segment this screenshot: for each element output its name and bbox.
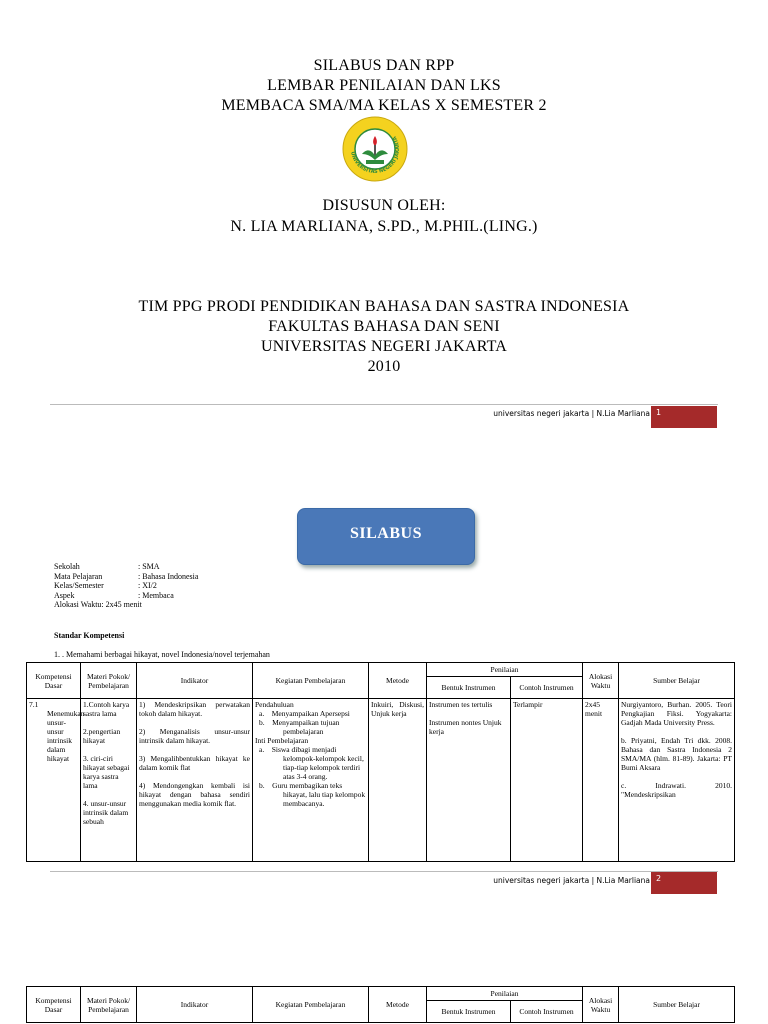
- header-bentuk: Bentuk Instrumen: [427, 1001, 511, 1023]
- info-label: Sekolah: [54, 562, 80, 571]
- cell-alokasi: 2x45 menit: [583, 699, 619, 862]
- header-penilaian: Penilaian: [427, 663, 583, 677]
- standar-kompetensi-label: Standar Kompetensi: [54, 631, 125, 640]
- page-number: 2: [656, 874, 662, 883]
- kegiatan-section: Inti Pembelajaran: [255, 736, 309, 745]
- silabus-table: [26, 662, 735, 862]
- kd-text: Menemukan unsur-unsur intrinsik dalam hikayat: [47, 709, 85, 763]
- materi-item: 3. ciri-ciri hikayat sebagai karya sastra lama: [83, 754, 130, 790]
- header-penilaian: Penilaian: [427, 987, 583, 1001]
- header-metode: Metode: [369, 663, 427, 699]
- header-indikator: Indikator: [137, 663, 253, 699]
- kd-number: 7.1: [29, 700, 39, 709]
- kegiatan-step: Menyampaikan tujuan pembelajaran: [272, 718, 340, 736]
- header-metode: Metode: [369, 987, 427, 1023]
- footer-text: universitas negeri jakarta | N.Lia Marliana: [493, 876, 650, 885]
- indikator-item: 3) Mengalihbentukkan hikayat ke dalam komik flat: [139, 754, 250, 772]
- info-label: Kelas/Semester: [54, 581, 104, 590]
- cell-kegiatan: Pendahuluan a. Menyampaikan Apersepsi b. Menyampaikan tujuan pembelajaran Inti Pembelajaran a. Siswa dibagi menjadi kelompok-kelompok kecil, tiap-tiap kelompok terdiri atas 3-4 orang. b. Guru membagikan teks hikayat, lalu tiap kelompok membacanya.: [253, 699, 369, 862]
- info-value: : Bahasa Indonesia: [138, 571, 199, 581]
- institution-year: 2010: [367, 358, 401, 375]
- standar-kompetensi-item: 1. . Memahami berbagai hikayat, novel Indonesia/novel terjemahan: [54, 650, 270, 659]
- materi-item: 2.pengertian hikayat: [83, 727, 121, 745]
- cell-metode: Inkuiri, Diskusi, Unjuk kerja: [369, 699, 427, 862]
- materi-item: 4. unsur-unsur intrinsik dalam sebuah: [83, 799, 129, 826]
- header-bentuk: Bentuk Instrumen: [427, 677, 511, 699]
- header-kompetensi-dasar: Kompetensi Dasar: [27, 987, 81, 1023]
- cell-bentuk: [427, 699, 511, 862]
- info-value: : Membaca: [138, 590, 174, 600]
- header-kegiatan: Kegiatan Pembelajaran: [253, 987, 369, 1023]
- silabus-table-continued: [26, 986, 735, 1023]
- info-value: : XI/2: [138, 581, 157, 590]
- kegiatan-step: Siswa dibagi menjadi kelompok-kelompok kecil, tiap-tiap kelompok terdiri atas 3-4 orang.: [271, 745, 364, 781]
- cover-title-line-1: SILABUS DAN RPP: [313, 57, 455, 74]
- page-number: 1: [656, 408, 662, 417]
- page-number-badge: [651, 872, 717, 894]
- header-materi: Materi Pokok/ Pembelajaran: [81, 987, 137, 1023]
- indikator-item: 1) Mendeskripsikan perwatakan tokoh dalam hikayat.: [139, 700, 250, 718]
- institution-line-2: FAKULTAS BAHASA DAN SENI: [268, 318, 500, 335]
- header-contoh: Contoh Instrumen: [511, 1001, 583, 1023]
- indikator-item: 4) Mendongengkan kembali isi hikayat dengan bahasa sendiri menggunakan media komik flat.: [139, 781, 250, 808]
- cell-sumber: [619, 699, 735, 862]
- unj-logo: [342, 116, 408, 182]
- header-kegiatan: Kegiatan Pembelajaran: [253, 663, 369, 699]
- cell-kd: [27, 699, 85, 862]
- header-sumber: Sumber Belajar: [619, 987, 735, 1023]
- silabus-banner: SILABUS: [297, 508, 475, 565]
- cell-contoh: Terlampir: [511, 699, 583, 862]
- cover-title-line-3: MEMBACA SMA/MA KELAS X SEMESTER 2: [221, 97, 547, 114]
- logo-text: UNIVERSITAS NEGERI JAKARTA: [349, 134, 402, 176]
- header-indikator: Indikator: [137, 987, 253, 1023]
- footer-rule: [50, 404, 718, 405]
- info-label: Alokasi Waktu: 2x45 menit: [54, 600, 142, 609]
- info-label: Aspek: [54, 590, 75, 600]
- sumber-item: c. Indrawati. 2010. "Mendeskripsikan: [621, 781, 733, 799]
- footer-text: universitas negeri jakarta | N.Lia Marliana: [493, 409, 650, 418]
- author-name: N. LIA MARLIANA, S.PD., M.PHIL.(LING.): [230, 218, 538, 235]
- kegiatan-section: Pendahuluan: [255, 700, 294, 709]
- header-kompetensi-dasar: Kompetensi Dasar: [27, 663, 81, 699]
- header-alokasi: Alokasi Waktu: [583, 987, 619, 1023]
- institution-line-3: UNIVERSITAS NEGERI JAKARTA: [260, 338, 508, 355]
- sumber-item: Nurgiyantoro, Burhan. 2005. Teori Pengkajian Fiksi. Yogyakarta: Gadjah Mada University Press.: [621, 700, 733, 727]
- bentuk-item: Instrumen nontes Unjuk kerja: [429, 718, 502, 736]
- materi-item: 1.Contoh karya sastra lama: [83, 700, 130, 718]
- cover-title-line-2: LEMBAR PENILAIAN DAN LKS: [267, 77, 501, 94]
- footer-rule: [50, 871, 718, 872]
- header-sumber: Sumber Belajar: [619, 663, 735, 699]
- info-values: [138, 562, 338, 600]
- info-label: Mata Pelajaran: [54, 571, 103, 581]
- cell-indikator: [137, 699, 253, 862]
- header-materi: Materi Pokok/ Pembelajaran: [81, 663, 137, 699]
- info-value: : SMA: [138, 562, 160, 571]
- indikator-item: 2) Menganalisis unsur-unsur intrinsik dalam hikayat.: [139, 727, 250, 745]
- cell-materi: [81, 699, 137, 862]
- kegiatan-step: Menyampaikan Apersepsi: [271, 709, 350, 718]
- sumber-item: b. Priyatni, Endah Tri dkk. 2008. Bahasa dan Sastra Indonesia 2 SMA/MA (hlm. 81-89). Jakarta: PT Bumi Aksara: [621, 736, 733, 772]
- header-contoh: Contoh Instrumen: [511, 677, 583, 699]
- institution-line-1: TIM PPG PRODI PENDIDIKAN BAHASA DAN SASTRA INDONESIA: [138, 298, 630, 315]
- bentuk-item: Instrumen tes tertulis: [429, 700, 493, 709]
- header-alokasi: Alokasi Waktu: [583, 663, 619, 699]
- author-label: DISUSUN OLEH:: [322, 197, 446, 214]
- kegiatan-step: Guru membagikan teks hikayat, lalu tiap kelompok membacanya.: [272, 781, 366, 808]
- page-number-badge: [651, 406, 717, 428]
